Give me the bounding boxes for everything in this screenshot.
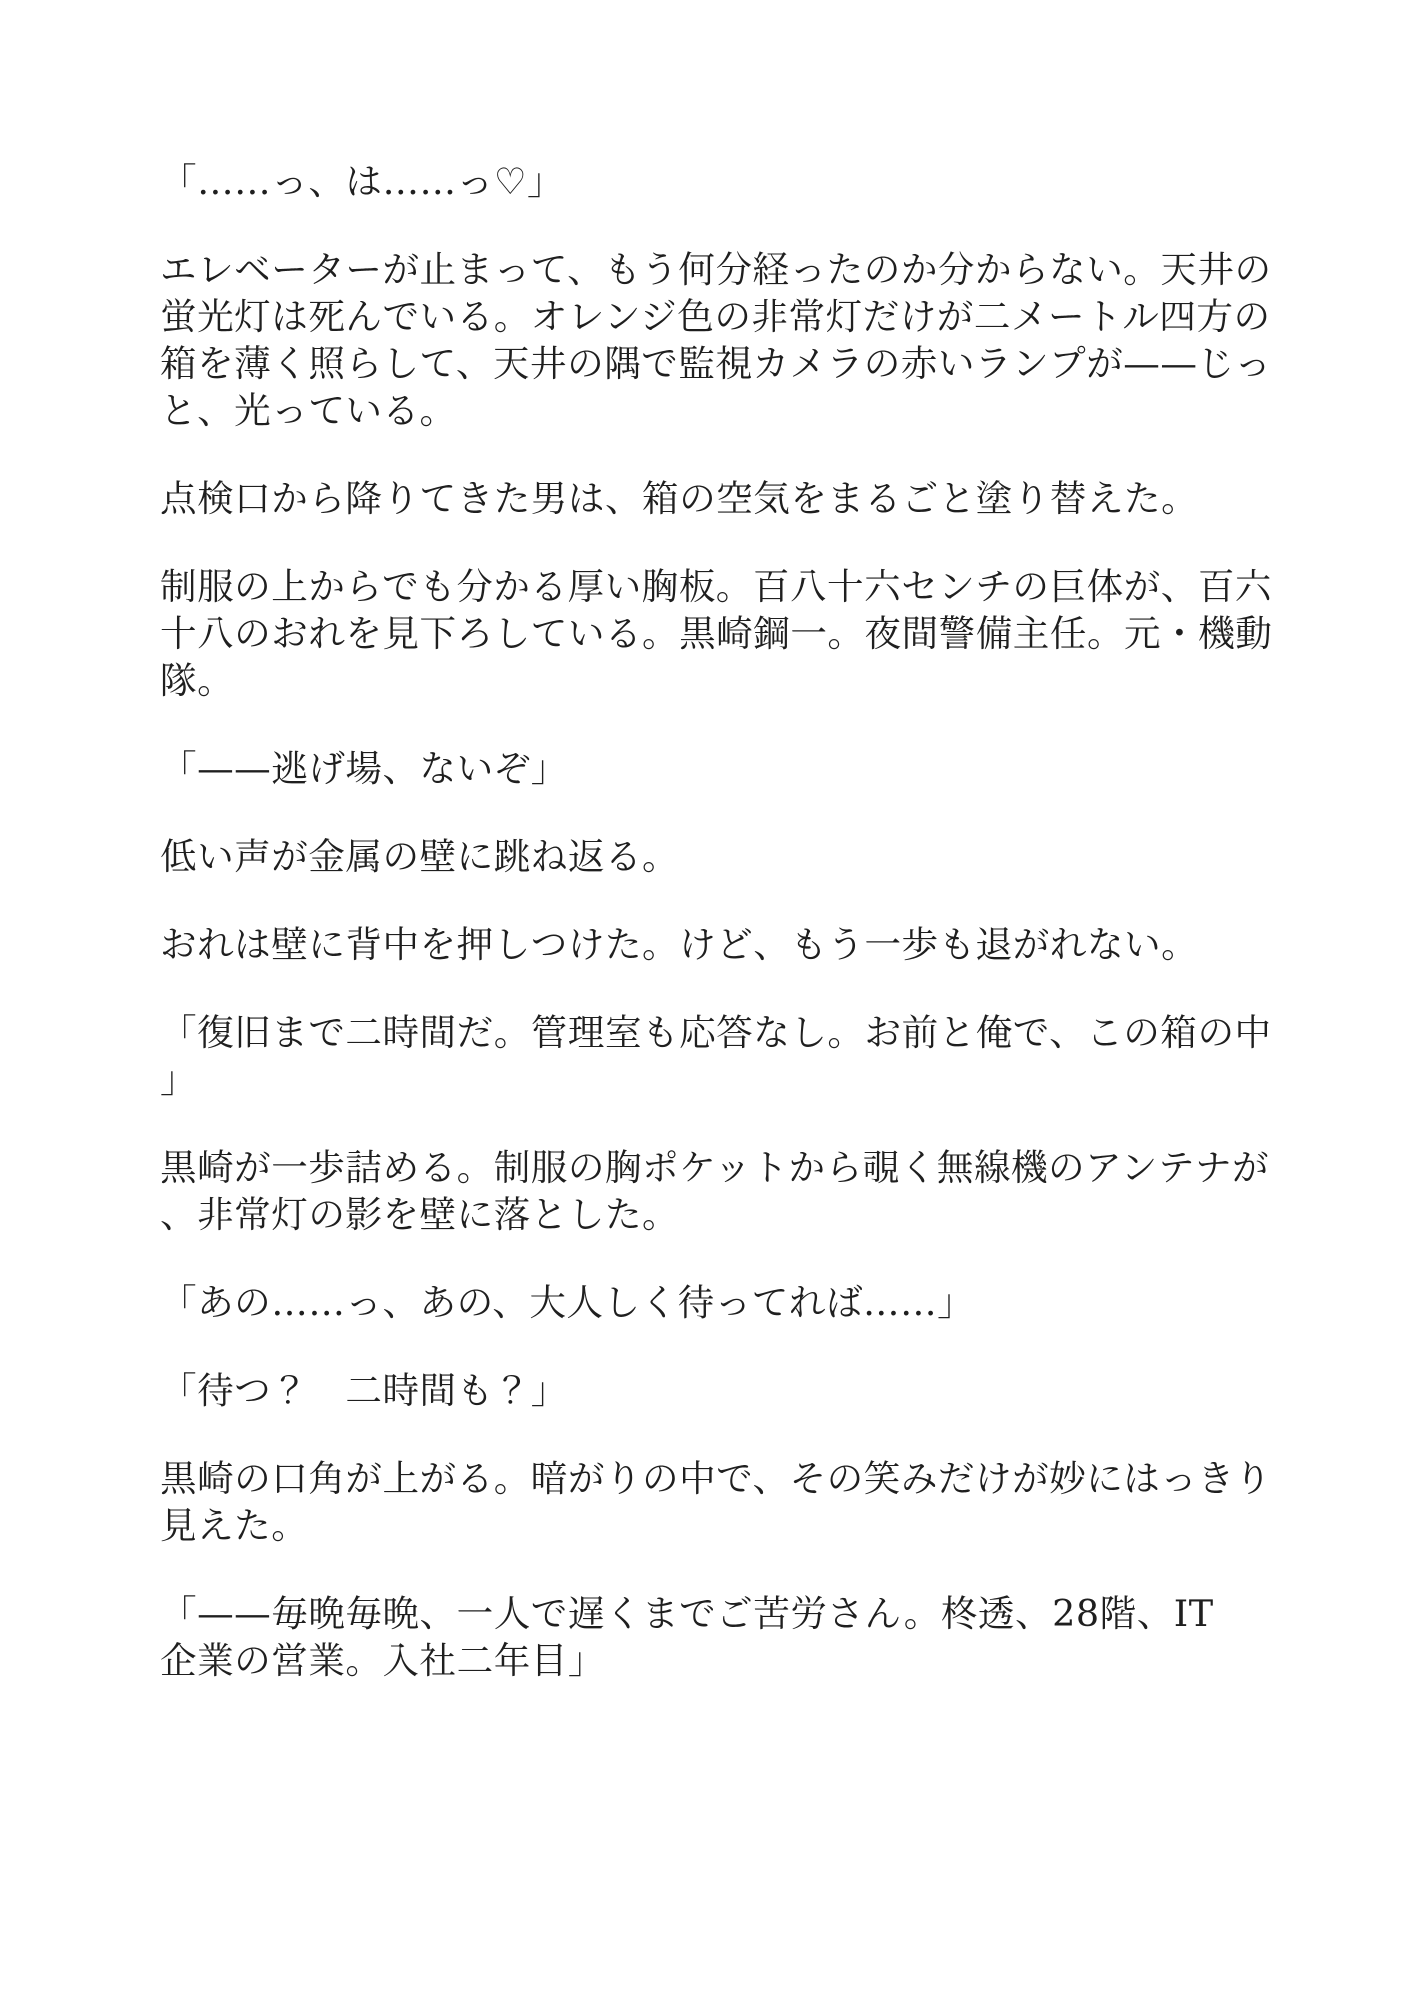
text-line: 蛍光灯は死んでいる。オレンジ色の非常灯だけが二メートル四方の <box>160 295 1271 338</box>
paragraph <box>160 1144 1270 1238</box>
text-line: 「復旧まで二時間だ。管理室も応答なし。お前と俺で、この箱の中 <box>160 1011 1272 1054</box>
text-line: 箱を薄く照らして、天井の隅で監視カメラの赤いランプが——じっ <box>160 342 1272 385</box>
text-line: 十八のおれを見下ろしている。黒崎鋼一。夜間警備主任。元・機動 <box>160 612 1273 655</box>
text-line: 見えた。 <box>160 1504 309 1547</box>
paragraph <box>160 1279 1264 1326</box>
text-line: 「……っ、は……っ♡」 <box>160 160 565 203</box>
text-line: 黒崎が一歩詰める。制服の胸ポケットから覗く無線機のアンテナが <box>160 1146 1270 1189</box>
text-line: 「——毎晩毎晩、一人で遅くまでご苦労さん。柊透、28階、IT <box>160 1592 1214 1635</box>
text-column <box>160 158 1273 1725</box>
text-line: おれは壁に背中を押しつけた。けど、もう一歩も退がれない。 <box>160 923 1199 966</box>
text-line: 点検口から降りてきた男は、箱の空気をまるごと塗り替えた。 <box>160 477 1199 520</box>
paragraph <box>160 921 1264 968</box>
text-line: 「待つ？ 二時間も？」 <box>160 1369 568 1412</box>
text-line: 」 <box>160 1058 198 1101</box>
text-line: 隊。 <box>160 659 235 702</box>
text-line: 低い声が金属の壁に跳ね返る。 <box>160 835 680 878</box>
paragraph <box>160 1367 1264 1414</box>
text-line: 企業の営業。入社二年目」 <box>160 1639 605 1682</box>
text-line: 黒崎の口角が上がる。暗がりの中で、その笑みだけが妙にはっきり <box>160 1457 1272 1500</box>
text-line: 、非常灯の影を壁に落とした。 <box>160 1193 680 1236</box>
text-line: エレベーターが止まって、もう何分経ったのか分からない。天井の <box>160 248 1272 291</box>
paragraph <box>160 1009 1272 1103</box>
text-line: 制服の上からでも分かる厚い胸板。百八十六センチの巨体が、百六 <box>160 565 1272 608</box>
paragraph <box>160 1455 1272 1549</box>
paragraph <box>160 1590 1264 1684</box>
text-line: と、光っている。 <box>160 389 457 432</box>
paragraph <box>160 745 1264 792</box>
paragraph <box>160 833 1264 880</box>
paragraph <box>160 246 1272 434</box>
paragraph <box>160 563 1273 704</box>
text-line: 「あの……っ、あの、大人しく待ってれば……」 <box>160 1281 975 1324</box>
paragraph <box>160 475 1264 522</box>
paragraph <box>160 158 1264 205</box>
text-line: 「——逃げ場、ないぞ」 <box>160 747 568 790</box>
